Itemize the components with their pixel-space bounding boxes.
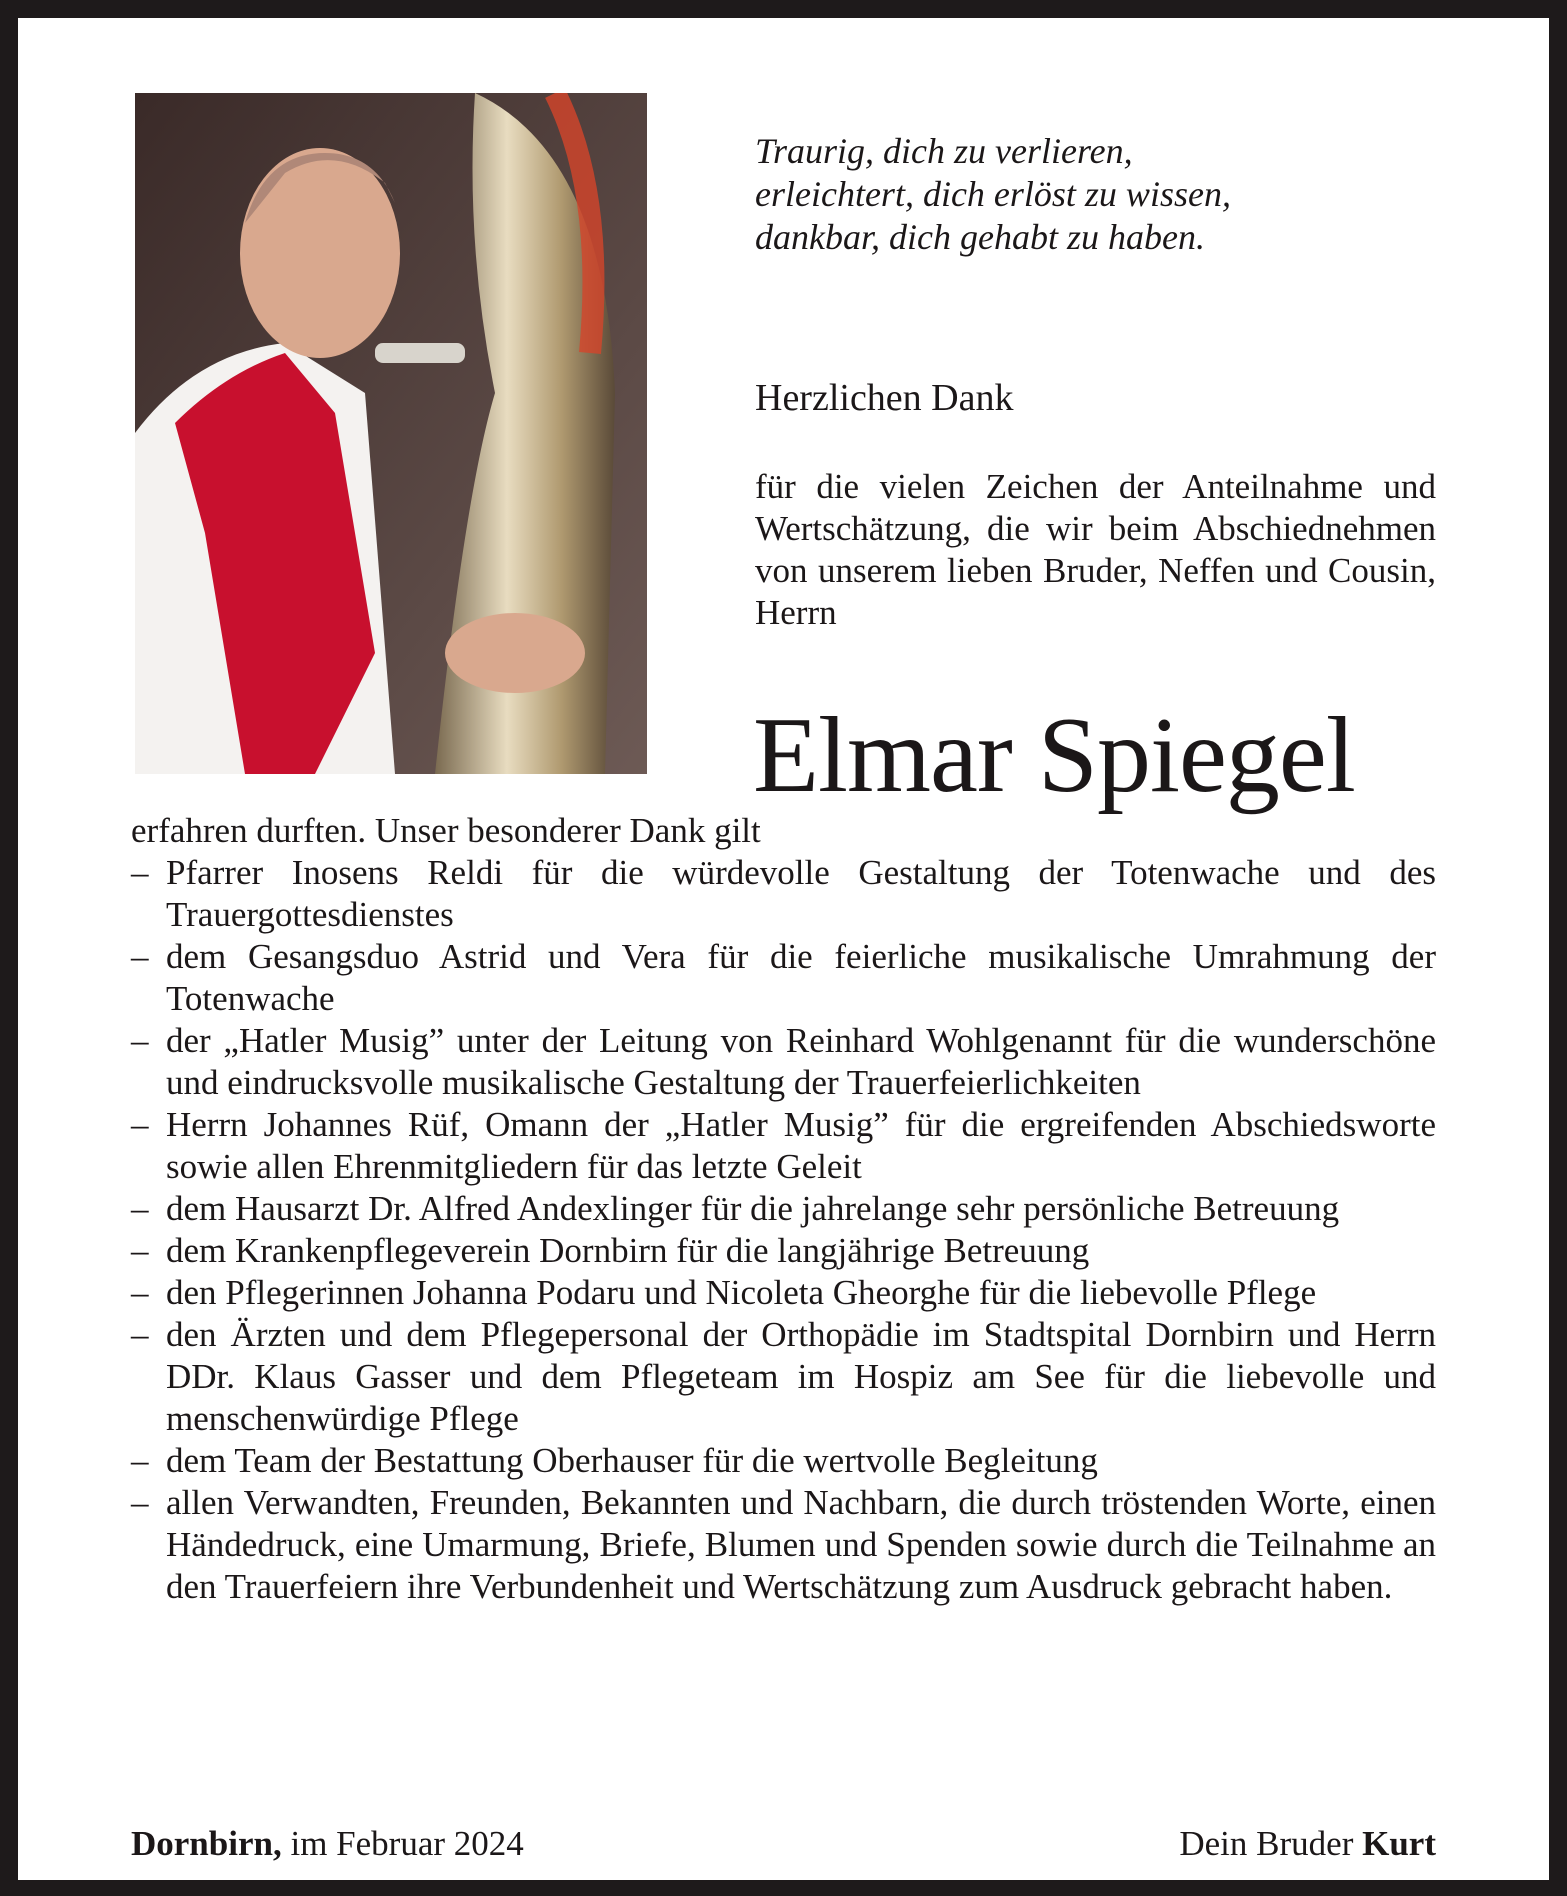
dash: – — [131, 853, 149, 892]
list-item — [131, 936, 1436, 1020]
item-text: dem Hausarzt Dr. Alfred Andexlinger für die jahrelange sehr persönliche Betreuung — [166, 1189, 1340, 1228]
obituary-page — [18, 18, 1549, 1880]
dash: – — [131, 1189, 149, 1228]
dash: – — [131, 1315, 149, 1354]
footer — [131, 1824, 1436, 1864]
item-text: dem Krankenpflegeverein Dornbirn für die langjährige Betreuung — [166, 1231, 1090, 1270]
list-item — [131, 1272, 1436, 1314]
list-item — [131, 1020, 1436, 1104]
list-item — [131, 852, 1436, 936]
item-text: dem Gesangsduo Astrid und Vera für die feierliche musikalische Umrahmung der Totenwache — [166, 937, 1436, 1018]
deceased-name: Elmar Spiegel — [753, 696, 1355, 815]
thanks-title: Herzlichen Dank — [755, 377, 1014, 419]
thanks-body — [131, 810, 1436, 1608]
list-item — [131, 1482, 1436, 1608]
dash: – — [131, 937, 149, 976]
signoff-prefix: Dein Bruder — [1179, 1824, 1363, 1863]
dash: – — [131, 1441, 149, 1480]
dash: – — [131, 1021, 149, 1060]
item-text: den Pflegerinnen Johanna Podaru und Nicoleta Gheorghe für die liebevolle Pflege — [166, 1273, 1317, 1312]
dash: – — [131, 1105, 149, 1144]
item-text: allen Verwandten, Freunden, Bekannten und Nachbarn, die durch tröstenden Worte, einen Händedruck, eine Umarmung, Briefe, Blumen und Spenden sowie durch die Teilnahme an den Trauerfeiern ihre Verbundenheit und Wertschätzung zum Ausdruck gebracht haben. — [166, 1483, 1436, 1606]
dash: – — [131, 1231, 149, 1270]
list-item — [131, 1314, 1436, 1440]
signoff — [1179, 1824, 1436, 1864]
list-item — [131, 1230, 1436, 1272]
portrait-photo — [135, 93, 647, 774]
item-text: Pfarrer Inosens Reldi für die würdevolle Gestaltung der Totenwache und des Trauergottesdienstes — [166, 853, 1436, 934]
quote-line: erleichtert, dich erlöst zu wissen, — [755, 174, 1231, 214]
dash: – — [131, 1273, 149, 1312]
thanks-list — [131, 852, 1436, 1608]
item-text: Herrn Johannes Rüf, Omann der „Hatler Musig” für die ergreifenden Abschiedsworte sowie allen Ehrenmitgliedern für das letzte Geleit — [166, 1105, 1436, 1186]
place-date — [131, 1824, 524, 1864]
lead-text: erfahren durften. Unser besonderer Dank gilt — [131, 811, 761, 850]
list-item — [131, 1104, 1436, 1188]
item-text: dem Team der Bestattung Oberhauser für die wertvolle Begleitung — [166, 1441, 1098, 1480]
intro-text: für die vielen Zeichen der Anteilnahme und Wertschätzung, die wir beim Abschiednehmen von unserem lieben Bruder, Neffen und Cousin, Herrn — [755, 467, 1436, 632]
quote — [755, 130, 1231, 259]
quote-line: Traurig, dich zu verlieren, — [755, 131, 1133, 171]
signoff-name: Kurt — [1362, 1824, 1436, 1863]
list-item — [131, 1188, 1436, 1230]
date: im Februar 2024 — [281, 1824, 524, 1863]
item-text: den Ärzten und dem Pflegepersonal der Orthopädie im Stadtspital Dornbirn und Herrn DDr. Klaus Gasser und dem Pflegeteam im Hospiz am See für die liebevolle und menschenwürdige Pflege — [166, 1315, 1436, 1438]
item-text: der „Hatler Musig” unter der Leitung von Reinhard Wohlgenannt für die wunderschöne und eindrucksvolle musikalische Gestaltung der Trauerfeierlichkeiten — [166, 1021, 1436, 1102]
quote-line: dankbar, dich gehabt zu haben. — [755, 217, 1205, 257]
place: Dornbirn, — [131, 1824, 282, 1863]
dash: – — [131, 1483, 149, 1522]
list-item — [131, 1440, 1436, 1482]
